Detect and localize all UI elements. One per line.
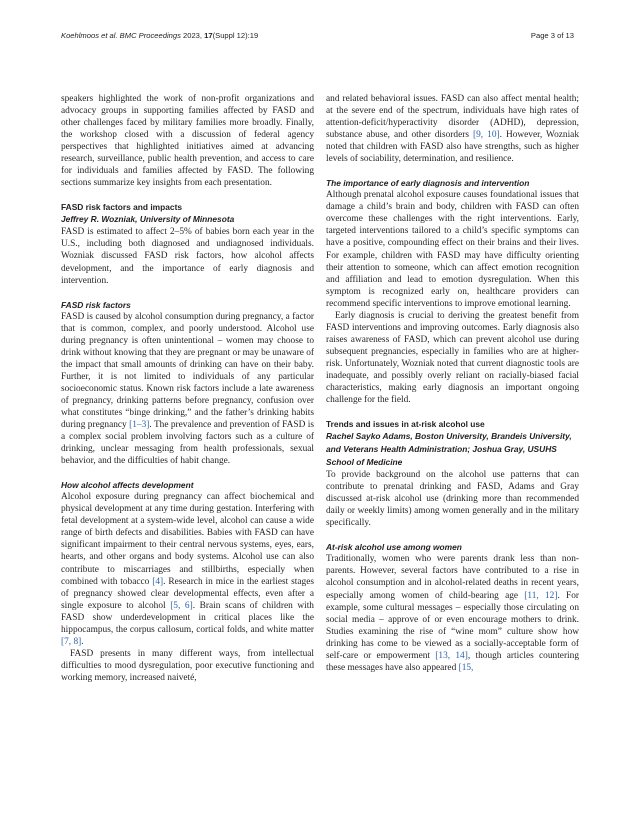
citation-line [61,31,258,40]
citation-link[interactable]: [9, 10] [473,130,500,141]
page-number: Page 3 of 13 [530,31,574,40]
left-column [61,93,314,684]
paragraph: To provide background on the alcohol use patterns that can contribute to prenatal drinking and FASD, Adams and Gray discussed at-risk alcohol use (drinking more than recommended daily or weekly limits) among women generally and in the military specifically. [326,470,579,529]
journal-issue: (Suppl 12):19 [212,31,259,40]
subsection-title-women: At-risk alcohol use among women [326,542,462,553]
paragraph: FASD presents in many different ways, from intellectual difficulties to mood dysregulation, poor executive functioning and working memory, increased naiveté, [61,648,314,683]
citation-link[interactable]: [11, 12] [524,590,558,601]
paragraph: Alcohol exposure during pregnancy can affect biochemical and physical development at any time during gestation. Interfering with fetal development at a system-wide level, alcohol can cause a wide range of birth defects and disabilities. Babies with FASD can have significant impairment to their central nervous systems, eyes, ears, hearts, and other organs and body systems. Alcohol use can also contribute to miscarriages and stillbirths, especially when combined with tobacco [4]. Research in mice in the earliest stages of pregnancy showed clear developmental effects, even after a single exposure to alcohol [5, 6]. Brain scans of children with FASD show underdevelopment in critical places like the hippocampus, the corpus callosum, cortical folds, and white matter [7, 8]. [61,492,314,647]
subsection-title-early-diagnosis: The importance of early diagnosis and intervention [326,178,530,189]
citation-link[interactable]: [1–3] [129,420,150,431]
citation-link[interactable]: [13, 14] [435,650,468,661]
section-author-wozniak: Jeffrey R. Wozniak, University of Minnesota [61,214,235,225]
paragraph: FASD is estimated to affect 2–5% of babies born each year in the U.S., including both diagnosed and undiagnosed individuals. Wozniak discussed FASD risk factors, how alcohol affects development, and the importance of early diagnosis and intervention. [61,227,314,286]
paragraph: FASD is caused by alcohol consumption during pregnancy, a factor that is common, complex, and poorly understood. Alcohol use during pregnancy is often unintentional – women may choose to drink without knowing that they are pregnant or may be unaware of the impact that small amounts of drinking can have on their baby. Further, it is not limited to individuals of any particular socioeconomic status. Known risk factors include a late awareness of pregnancy, drinking patterns before pregnancy, confusion over what constitutes “binge drinking,” and the father’s drinking habits during pregnancy [1–3]. The prevalence and prevention of FASD is a complex social problem involving factors such as a culture of drinking, unclear messaging from health professionals, sexual behavior, and the difficulties of habit change. [61,311,314,467]
paragraph: Traditionally, women who were parents drank less than non-parents. However, several factors have contributed to a rise in alcohol consumption and in alcohol-related deaths in recent years, especially among women of child-bearing age [11, 12]. For example, some cultural messages – especially those circulating on social media – approve of or even encourage mothers to drink. Studies examining the rise of “wine mom” culture show how drinking has come to be viewed as a socially-acceptable form of self-care or empowerment [13, 14], though articles countering these messages have also appeared [15, [326,554,579,673]
section-authors-adams-gray: Rachel Sayko Adams, Boston University, Brandeis University, and Veterans Health Administration; Joshua Gray, USUHS School of Medicine [326,431,572,468]
paragraph: Early diagnosis is crucial to deriving the greatest benefit from FASD interventions and improving outcomes. Early diagnosis also raises awareness of FASD, which can prevent alcohol use during subsequent pregnancies, especially in families who are at higher-risk. Unfortunately, Wozniak noted that current diagnostic tools are inadequate, and possibly overly reliant on racially-biased facial characteristics, making early diagnosis an important ongoing challenge for the field. [326,310,579,406]
citation-link[interactable]: [5, 6] [170,600,193,611]
journal-year: 2023, [183,31,203,40]
citation-link[interactable]: [7, 8] [61,636,82,647]
section-title-at-risk-alcohol-use: Trends and issues in at-risk alcohol use [326,419,485,430]
subsection-title-risk-factors: FASD risk factors [61,299,131,310]
citation-link[interactable]: [15, [458,662,474,673]
subsection-title-development: How alcohol affects development [61,480,194,491]
citation-link[interactable]: [4] [152,576,164,587]
paragraph: and related behavioral issues. FASD can also affect mental health; at the severe end of the spectrum, individuals have high rates of attention-deficit/hyperactivity disorder (ADHD), depression, substance abuse, and other disorders [9, 10]. However, Wozniak noted that children with FASD also have strengths, such as higher levels of sociability, determination, and resilience. [326,94,580,165]
section-title-risk-factors-impacts: FASD risk factors and impacts [61,202,183,213]
journal-name: Koehlmoos et al. BMC Proceedings [61,31,181,40]
right-column [326,93,579,674]
intro-paragraph: speakers highlighted the work of non-profit organizations and advocacy groups in supporting families affected by FASD and other challenges faced by military families more broadly. Finally, the workshop closed with a discussion of federal agency perspectives that highlighted initiatives aimed at advancing research, surveillance, public health prevention, and access to care for individuals and families affected by FASD. The following sections summarize key insights from each presentation. [61,94,314,189]
paragraph: Although prenatal alcohol exposure causes foundational issues that damage a child’s brain and body, children with FASD can often overcome these challenges with the right interventions. Early, targeted interventions tailored to a child’s specific symptoms can have a positive, compounding effect on their brains and their lives. For example, children with FASD may have difficulty orienting their attention to someone, which can affect emotion recognition and affiliation and lead to emotion dysregulation. When this symptom is recognized early on, healthcare providers can recommend specific interventions to improve emotional learning. [326,190,579,309]
journal-volume: 17 [204,31,213,40]
